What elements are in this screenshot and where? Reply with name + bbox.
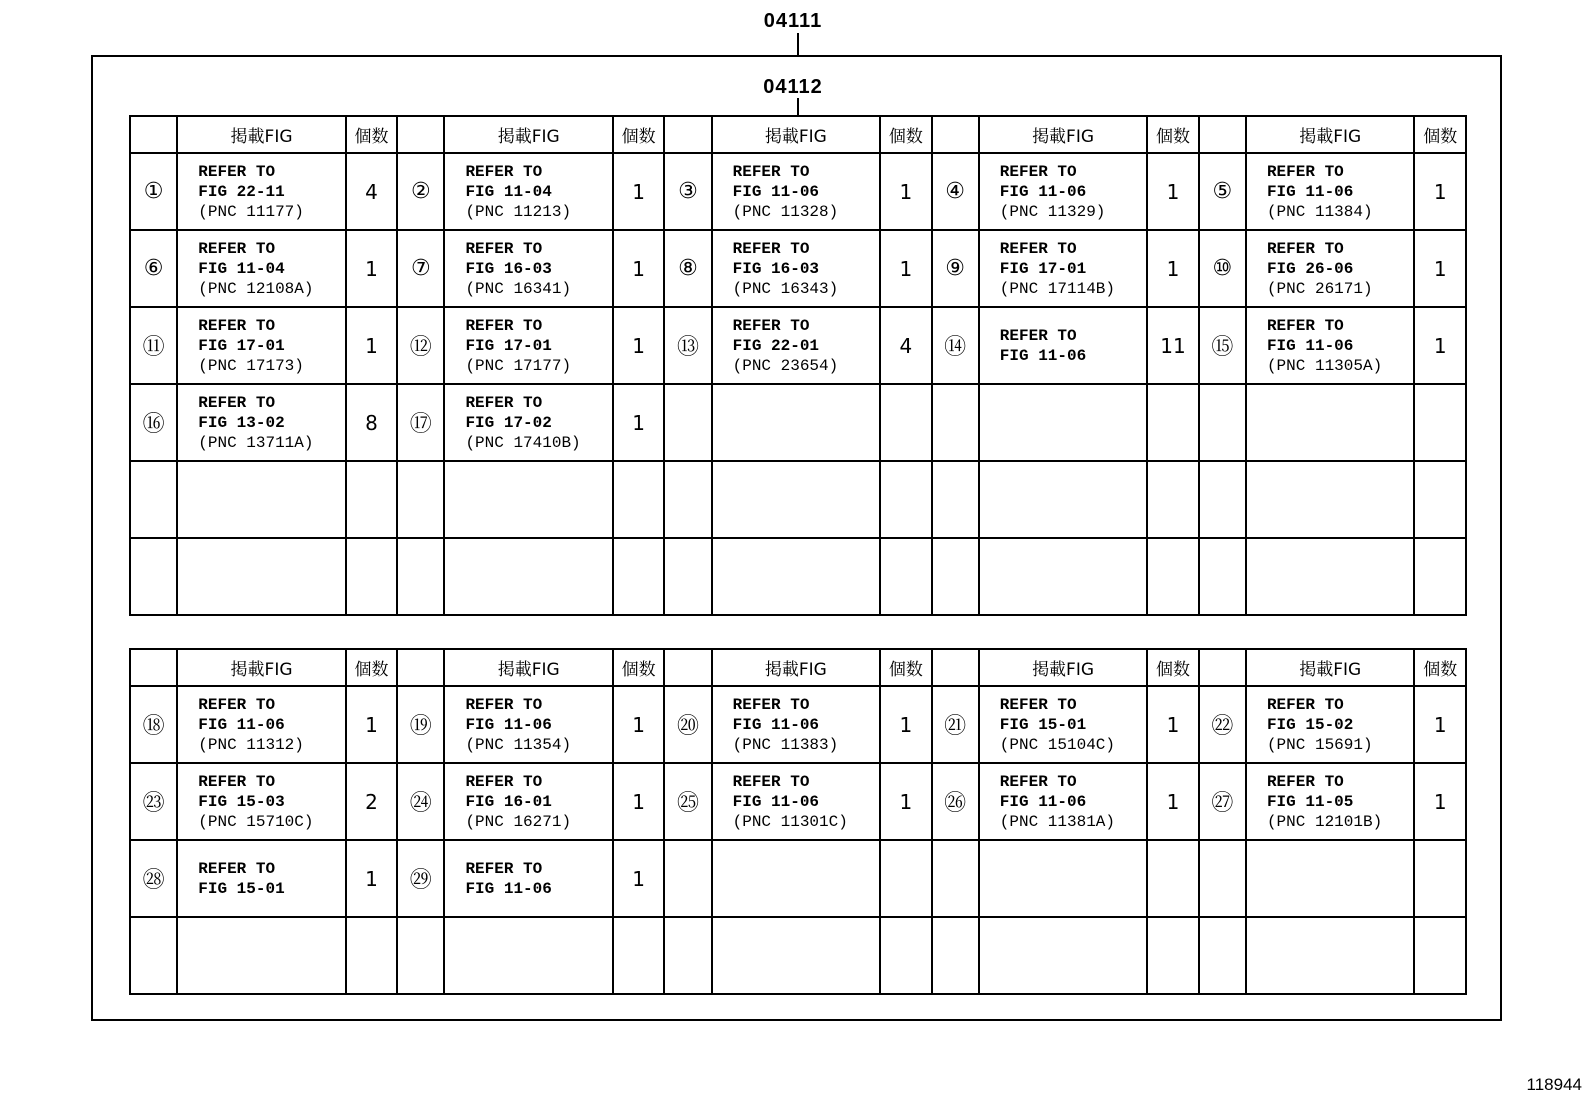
item-number (397, 538, 444, 615)
fig-reference (177, 230, 346, 307)
fig-reference (444, 153, 613, 230)
quantity (613, 917, 664, 994)
quantity (880, 538, 931, 615)
item-number: ⑭ (932, 307, 979, 384)
quantity: 1 (880, 153, 931, 230)
fig-number-text: FIG 11-06 (465, 879, 552, 898)
item-number (130, 538, 177, 615)
fig-number-text: FIG 11-04 (198, 259, 285, 278)
fig-reference (712, 538, 881, 615)
inner-assembly-code: 04112 (763, 76, 823, 98)
fig-reference (712, 230, 881, 307)
item-number (1199, 538, 1246, 615)
header-fig-cell: 掲載FIG (177, 116, 346, 153)
item-number (664, 917, 711, 994)
item-number: ⑬ (664, 307, 711, 384)
header-row (130, 649, 1466, 686)
fig-reference (1246, 153, 1415, 230)
quantity (880, 840, 931, 917)
refer-to-text: REFER TO (465, 695, 543, 714)
refer-to-text: REFER TO (465, 239, 543, 258)
quantity (346, 538, 397, 615)
header-qty-cell: 個数 (1414, 116, 1466, 153)
quantity (880, 917, 931, 994)
fig-reference (1246, 230, 1415, 307)
image-number: 118944 (1526, 1075, 1582, 1094)
fig-reference (177, 384, 346, 461)
header-qty-cell: 個数 (1147, 116, 1198, 153)
quantity (1414, 840, 1466, 917)
header-fig-cell: 掲載FIG (712, 116, 881, 153)
fig-reference (444, 461, 613, 538)
fig-reference (177, 917, 346, 994)
item-number (932, 461, 979, 538)
quantity: 1 (346, 840, 397, 917)
quantity: 1 (1414, 307, 1466, 384)
quantity (1147, 917, 1198, 994)
item-number (932, 840, 979, 917)
header-fig-cell: 掲載FIG (712, 649, 881, 686)
quantity: 4 (880, 307, 931, 384)
quantity: 1 (346, 686, 397, 763)
header-fig-cell: 掲載FIG (444, 649, 613, 686)
item-number: ⑤ (1199, 153, 1246, 230)
fig-number-text: FIG 22-01 (732, 336, 820, 355)
pnc-text: (PNC 16271) (465, 812, 572, 831)
fig-reference (177, 763, 346, 840)
header-qty-cell: 個数 (346, 116, 397, 153)
refer-to-text: REFER TO (1266, 772, 1344, 791)
item-number (1199, 917, 1246, 994)
fig-number-text: FIG 17-02 (465, 413, 552, 432)
item-number: ④ (932, 153, 979, 230)
item-number (664, 840, 711, 917)
fig-reference (444, 230, 613, 307)
fig-reference (1246, 384, 1415, 461)
refer-to-text: REFER TO (732, 772, 810, 791)
quantity: 1 (613, 153, 664, 230)
fig-reference (979, 917, 1148, 994)
fig-reference (979, 384, 1148, 461)
item-number (130, 917, 177, 994)
quantity: 1 (1414, 153, 1466, 230)
header-fig-cell: 掲載FIG (444, 116, 613, 153)
header-blank-cell (932, 649, 979, 686)
refer-to-text: REFER TO (465, 859, 543, 878)
fig-reference (979, 230, 1148, 307)
table-row (130, 763, 1466, 840)
header-blank-cell (130, 649, 177, 686)
table-row (130, 917, 1466, 994)
pnc-text: (PNC 11301C) (732, 812, 848, 831)
fig-number-text: FIG 11-04 (465, 182, 552, 201)
fig-number-text: FIG 11-06 (1266, 182, 1354, 201)
fig-reference (177, 461, 346, 538)
item-number: ⑳ (664, 686, 711, 763)
table-row (130, 686, 1466, 763)
item-number: ㉙ (397, 840, 444, 917)
quantity: 1 (880, 230, 931, 307)
fig-number-text: FIG 17-01 (999, 259, 1087, 278)
fig-number-text: FIG 11-06 (1266, 336, 1354, 355)
item-number: ③ (664, 153, 711, 230)
fig-number-text: FIG 11-05 (1266, 792, 1354, 811)
fig-reference (444, 307, 613, 384)
header-fig-cell: 掲載FIG (1246, 116, 1415, 153)
table-row (130, 384, 1466, 461)
quantity: 4 (346, 153, 397, 230)
quantity: 1 (1414, 763, 1466, 840)
pnc-text: (PNC 17114B) (999, 279, 1115, 298)
header-blank-cell (932, 116, 979, 153)
quantity (880, 384, 931, 461)
item-number: ㉓ (130, 763, 177, 840)
header-fig-cell: 掲載FIG (979, 116, 1148, 153)
quantity (1414, 538, 1466, 615)
refer-to-text: REFER TO (1266, 695, 1344, 714)
item-number (664, 538, 711, 615)
pnc-text: (PNC 13711A) (198, 433, 314, 452)
pnc-text: (PNC 16341) (465, 279, 572, 298)
quantity: 1 (613, 763, 664, 840)
refer-to-text: REFER TO (198, 162, 276, 181)
refer-to-text: REFER TO (999, 326, 1077, 345)
refer-to-text: REFER TO (198, 316, 276, 335)
refer-to-text: REFER TO (732, 316, 810, 335)
quantity (613, 461, 664, 538)
quantity: 1 (613, 307, 664, 384)
pnc-text: (PNC 11354) (465, 735, 572, 754)
fig-number-text: FIG 11-06 (465, 715, 552, 734)
pnc-text: (PNC 12101B) (1266, 812, 1383, 831)
header-row (130, 116, 1466, 153)
fig-number-text: FIG 17-01 (198, 336, 285, 355)
pnc-text: (PNC 26171) (1266, 279, 1373, 298)
refer-to-text: REFER TO (465, 393, 543, 412)
fig-reference (1246, 461, 1415, 538)
fig-reference (979, 461, 1148, 538)
pnc-text: (PNC 16343) (732, 279, 839, 298)
quantity (346, 917, 397, 994)
header-fig-cell: 掲載FIG (177, 649, 346, 686)
item-number: ㉗ (1199, 763, 1246, 840)
item-number: ⑲ (397, 686, 444, 763)
pnc-text: (PNC 15104C) (999, 735, 1115, 754)
pnc-text: (PNC 11384) (1266, 202, 1373, 221)
item-number (664, 461, 711, 538)
pnc-text: (PNC 11328) (732, 202, 839, 221)
header-blank-cell (1199, 649, 1246, 686)
fig-number-text: FIG 16-03 (465, 259, 552, 278)
quantity (346, 461, 397, 538)
pnc-text: (PNC 11305A) (1266, 356, 1383, 375)
fig-reference (1246, 686, 1415, 763)
item-number: ⑱ (130, 686, 177, 763)
table-row (130, 538, 1466, 615)
item-number (397, 917, 444, 994)
item-number: ⑪ (130, 307, 177, 384)
refer-to-text: REFER TO (1266, 239, 1344, 258)
fig-reference (979, 840, 1148, 917)
refer-to-text: REFER TO (465, 316, 543, 335)
fig-number-text: FIG 22-11 (198, 182, 285, 201)
header-fig-cell: 掲載FIG (1246, 649, 1415, 686)
table-row (130, 307, 1466, 384)
header-qty-cell: 個数 (1414, 649, 1466, 686)
outer-assembly-code: 04111 (763, 10, 823, 32)
fig-number-text: FIG 17-01 (465, 336, 552, 355)
fig-reference (712, 840, 881, 917)
fig-reference (444, 917, 613, 994)
fig-reference (1246, 763, 1415, 840)
quantity: 11 (1147, 307, 1198, 384)
item-number: ⑦ (397, 230, 444, 307)
fig-number-text: FIG 11-06 (999, 182, 1087, 201)
refer-to-text: REFER TO (198, 239, 276, 258)
item-number: ⑧ (664, 230, 711, 307)
quantity (1147, 840, 1198, 917)
refer-to-text: REFER TO (999, 772, 1077, 791)
fig-reference (444, 538, 613, 615)
table-row (130, 840, 1466, 917)
item-number: ⑨ (932, 230, 979, 307)
item-number: ⑯ (130, 384, 177, 461)
fig-number-text: FIG 16-01 (465, 792, 552, 811)
fig-number-text: FIG 11-06 (999, 346, 1087, 365)
item-number: ⑥ (130, 230, 177, 307)
fig-number-text: FIG 26-06 (1266, 259, 1354, 278)
header-blank-cell (397, 649, 444, 686)
fig-number-text: FIG 16-03 (732, 259, 820, 278)
fig-number-text: FIG 11-06 (732, 715, 820, 734)
fig-number-text: FIG 15-03 (198, 792, 285, 811)
refer-to-text: REFER TO (198, 393, 276, 412)
header-blank-cell (397, 116, 444, 153)
quantity: 1 (880, 763, 931, 840)
item-number: ㉒ (1199, 686, 1246, 763)
header-qty-cell: 個数 (613, 649, 664, 686)
refer-to-text: REFER TO (198, 695, 276, 714)
quantity: 1 (613, 686, 664, 763)
fig-number-text: FIG 15-01 (999, 715, 1087, 734)
pnc-text: (PNC 11213) (465, 202, 572, 221)
quantity: 1 (346, 230, 397, 307)
header-blank-cell (1199, 116, 1246, 153)
table-row (130, 461, 1466, 538)
quantity: 1 (1414, 230, 1466, 307)
quantity: 1 (613, 230, 664, 307)
quantity (880, 461, 931, 538)
fig-reference (444, 686, 613, 763)
pnc-text: (PNC 15691) (1266, 735, 1373, 754)
quantity: 1 (1147, 230, 1198, 307)
reference-table-bottom (129, 648, 1467, 995)
item-number: ① (130, 153, 177, 230)
item-number (664, 384, 711, 461)
fig-reference (712, 307, 881, 384)
pnc-text: (PNC 12108A) (198, 279, 314, 298)
pnc-text: (PNC 11312) (198, 735, 304, 754)
refer-to-text: REFER TO (1266, 162, 1344, 181)
quantity (1147, 461, 1198, 538)
item-number (1199, 840, 1246, 917)
quantity: 1 (346, 307, 397, 384)
fig-reference (1246, 307, 1415, 384)
fig-reference (979, 153, 1148, 230)
pnc-text: (PNC 11383) (732, 735, 839, 754)
pnc-text: (PNC 23654) (732, 356, 839, 375)
quantity: 1 (1147, 763, 1198, 840)
fig-reference (979, 686, 1148, 763)
refer-to-text: REFER TO (732, 695, 810, 714)
refer-to-text: REFER TO (999, 239, 1077, 258)
refer-to-text: REFER TO (198, 772, 276, 791)
fig-reference (712, 153, 881, 230)
quantity (1414, 384, 1466, 461)
fig-reference (177, 153, 346, 230)
fig-reference (979, 307, 1148, 384)
quantity: 1 (613, 840, 664, 917)
fig-number-text: FIG 11-06 (999, 792, 1087, 811)
fig-reference (712, 763, 881, 840)
quantity: 8 (346, 384, 397, 461)
fig-reference (1246, 840, 1415, 917)
fig-reference (712, 686, 881, 763)
fig-reference (712, 384, 881, 461)
table-row (130, 153, 1466, 230)
item-number (1199, 384, 1246, 461)
fig-reference (712, 917, 881, 994)
fig-number-text: FIG 11-06 (732, 182, 820, 201)
item-number (130, 461, 177, 538)
fig-reference (177, 686, 346, 763)
refer-to-text: REFER TO (999, 162, 1077, 181)
fig-reference (1246, 917, 1415, 994)
quantity: 1 (1147, 153, 1198, 230)
fig-number-text: FIG 11-06 (198, 715, 285, 734)
quantity (613, 538, 664, 615)
item-number: ⑩ (1199, 230, 1246, 307)
quantity: 1 (880, 686, 931, 763)
header-fig-cell: 掲載FIG (979, 649, 1148, 686)
fig-number-text: FIG 13-02 (198, 413, 285, 432)
fig-reference (177, 840, 346, 917)
fig-reference (444, 763, 613, 840)
fig-reference (177, 307, 346, 384)
fig-reference (979, 538, 1148, 615)
item-number: ⑮ (1199, 307, 1246, 384)
quantity (1147, 538, 1198, 615)
refer-to-text: REFER TO (1266, 316, 1344, 335)
refer-to-text: REFER TO (465, 162, 543, 181)
pnc-text: (PNC 11381A) (999, 812, 1115, 831)
item-number (397, 461, 444, 538)
pnc-text: (PNC 11177) (198, 202, 304, 221)
fig-number-text: FIG 15-02 (1266, 715, 1354, 734)
reference-table-top (129, 115, 1467, 616)
refer-to-text: REFER TO (198, 859, 276, 878)
item-number: ㉔ (397, 763, 444, 840)
fig-number-text: FIG 15-01 (198, 879, 285, 898)
quantity (1147, 384, 1198, 461)
header-blank-cell (664, 649, 711, 686)
pnc-text: (PNC 17173) (198, 356, 304, 375)
quantity (1414, 917, 1466, 994)
refer-to-text: REFER TO (732, 162, 810, 181)
header-qty-cell: 個数 (613, 116, 664, 153)
item-number: ⑰ (397, 384, 444, 461)
pnc-text: (PNC 17410B) (465, 433, 581, 452)
fig-reference (444, 384, 613, 461)
item-number: ② (397, 153, 444, 230)
table-row (130, 230, 1466, 307)
refer-to-text: REFER TO (465, 772, 543, 791)
quantity: 2 (346, 763, 397, 840)
item-number: ㉑ (932, 686, 979, 763)
header-qty-cell: 個数 (880, 649, 931, 686)
header-qty-cell: 個数 (880, 116, 931, 153)
pnc-text: (PNC 11329) (999, 202, 1106, 221)
refer-to-text: REFER TO (999, 695, 1077, 714)
item-number: ㉕ (664, 763, 711, 840)
fig-reference (712, 461, 881, 538)
quantity (1414, 461, 1466, 538)
header-qty-cell: 個数 (1147, 649, 1198, 686)
item-number (932, 384, 979, 461)
item-number (932, 917, 979, 994)
item-number: ㉖ (932, 763, 979, 840)
fig-reference (979, 763, 1148, 840)
quantity: 1 (613, 384, 664, 461)
header-qty-cell: 個数 (346, 649, 397, 686)
header-blank-cell (130, 116, 177, 153)
inner-leader-line (797, 98, 799, 115)
fig-reference (444, 840, 613, 917)
outer-leader-line (797, 33, 799, 55)
item-number (1199, 461, 1246, 538)
item-number: ⑫ (397, 307, 444, 384)
fig-number-text: FIG 11-06 (732, 792, 820, 811)
refer-to-text: REFER TO (732, 239, 810, 258)
fig-reference (177, 538, 346, 615)
header-blank-cell (664, 116, 711, 153)
pnc-text: (PNC 17177) (465, 356, 572, 375)
quantity: 1 (1147, 686, 1198, 763)
quantity: 1 (1414, 686, 1466, 763)
pnc-text: (PNC 15710C) (198, 812, 314, 831)
item-number (932, 538, 979, 615)
fig-reference (1246, 538, 1415, 615)
item-number: ㉘ (130, 840, 177, 917)
